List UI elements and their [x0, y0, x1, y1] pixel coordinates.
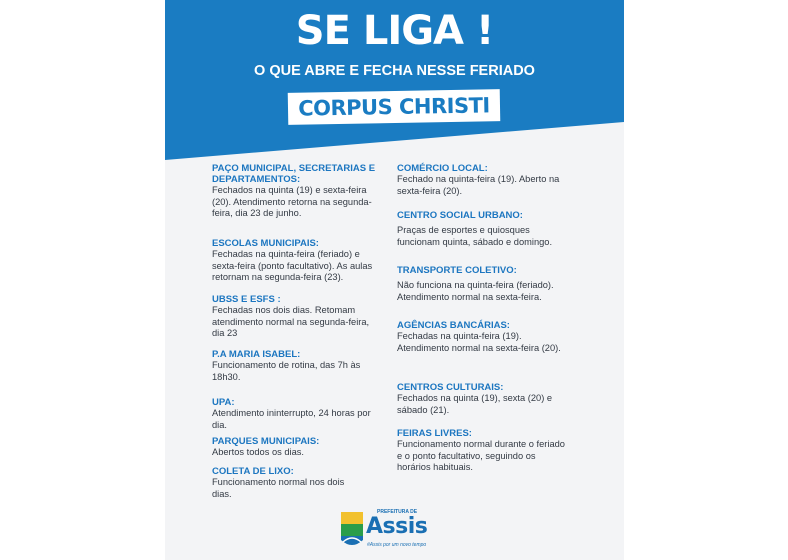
- item-text: Fechadas nos dois dias. Retomam atendimento normal na segunda-feira, dia 23: [212, 305, 370, 339]
- info-item: [212, 349, 382, 383]
- holiday-tag: [288, 89, 501, 125]
- item-text: Não funciona na quinta-feira (feriado). Atendimento normal na sexta-feira.: [397, 280, 554, 302]
- main-title: SE LIGA !: [295, 8, 494, 54]
- logo-brand: Assis: [366, 514, 428, 539]
- item-text: Funcionamento normal nos dois dias.: [212, 477, 345, 499]
- item-title: CENTROS CULTURAIS:: [397, 382, 504, 393]
- item-text: Fechados na quinta (19), sexta (20) e sábado (21).: [397, 393, 553, 415]
- info-item: [212, 238, 382, 284]
- item-title: PARQUES MUNICIPAIS:: [212, 436, 320, 447]
- info-item: [397, 428, 567, 474]
- item-title: ESCOLAS MUNICIPAIS:: [212, 238, 319, 249]
- info-item: [212, 294, 382, 340]
- item-text: Fechado na quinta-feira (19). Aberto na sexta-feira (20).: [397, 174, 560, 196]
- info-item: [397, 163, 567, 197]
- info-item: [397, 265, 567, 303]
- item-text: Fechadas na quinta-feira (feriado) e sexta-feira (ponto facultativo). As aulas retornam na segunda-feira (23).: [212, 249, 373, 283]
- info-item: [212, 397, 382, 431]
- poster: [165, 0, 624, 560]
- item-title: COMÉRCIO LOCAL:: [397, 163, 488, 174]
- city-crest-icon: [339, 510, 365, 550]
- item-title: AGÊNCIAS BANCÁRIAS:: [397, 320, 510, 331]
- item-text: Abertos todos os dias.: [212, 447, 304, 457]
- item-title: PAÇO MUNICIPAL, SECRETARIAS E DEPARTAMENTOS:: [212, 163, 376, 185]
- holiday-tag-label: CORPUS CHRISTI: [298, 93, 490, 121]
- info-item: [397, 320, 567, 354]
- item-text: Atendimento ininterrupto, 24 horas por dia.: [212, 408, 371, 430]
- item-text: Fechados na quinta (19) e sexta-feira (20). Atendimento retorna na segunda-feira, dia 23 de junho.: [212, 185, 372, 219]
- subtitle: O QUE ABRE E FECHA NESSE FERIADO: [254, 63, 535, 79]
- item-title: COLETA DE LIXO:: [212, 466, 294, 477]
- item-text: Funcionamento normal durante o feriado e o ponto facultativo, seguindo os horários habituais.: [397, 439, 565, 473]
- item-text: Praças de esportes e quiosques funcionam quinta, sábado e domingo.: [397, 225, 553, 247]
- item-title: TRANSPORTE COLETIVO:: [397, 265, 517, 276]
- item-title: CENTRO SOCIAL URBANO:: [397, 210, 523, 221]
- prefeitura-logo: [339, 508, 449, 552]
- item-title: UPA:: [212, 397, 235, 408]
- item-text: Fechadas na quinta-feira (19). Atendimento normal na sexta-feira (20).: [397, 331, 561, 353]
- info-item: [212, 163, 382, 220]
- item-title: FEIRAS LIVRES:: [397, 428, 472, 439]
- logo-prefix: PREFEITURA DE: [377, 509, 418, 515]
- info-item: [397, 382, 567, 416]
- header-banner: [165, 0, 624, 170]
- info-item: [212, 466, 362, 500]
- info-item: [397, 210, 567, 248]
- logo-slogan: #Assis por um novo tempo: [367, 542, 427, 548]
- item-title: P.A MARIA ISABEL:: [212, 349, 301, 360]
- item-text: Funcionamento de rotina, das 7h às 18h30.: [212, 360, 361, 382]
- item-title: UBSS E ESFS :: [212, 294, 281, 305]
- info-item: [212, 436, 382, 459]
